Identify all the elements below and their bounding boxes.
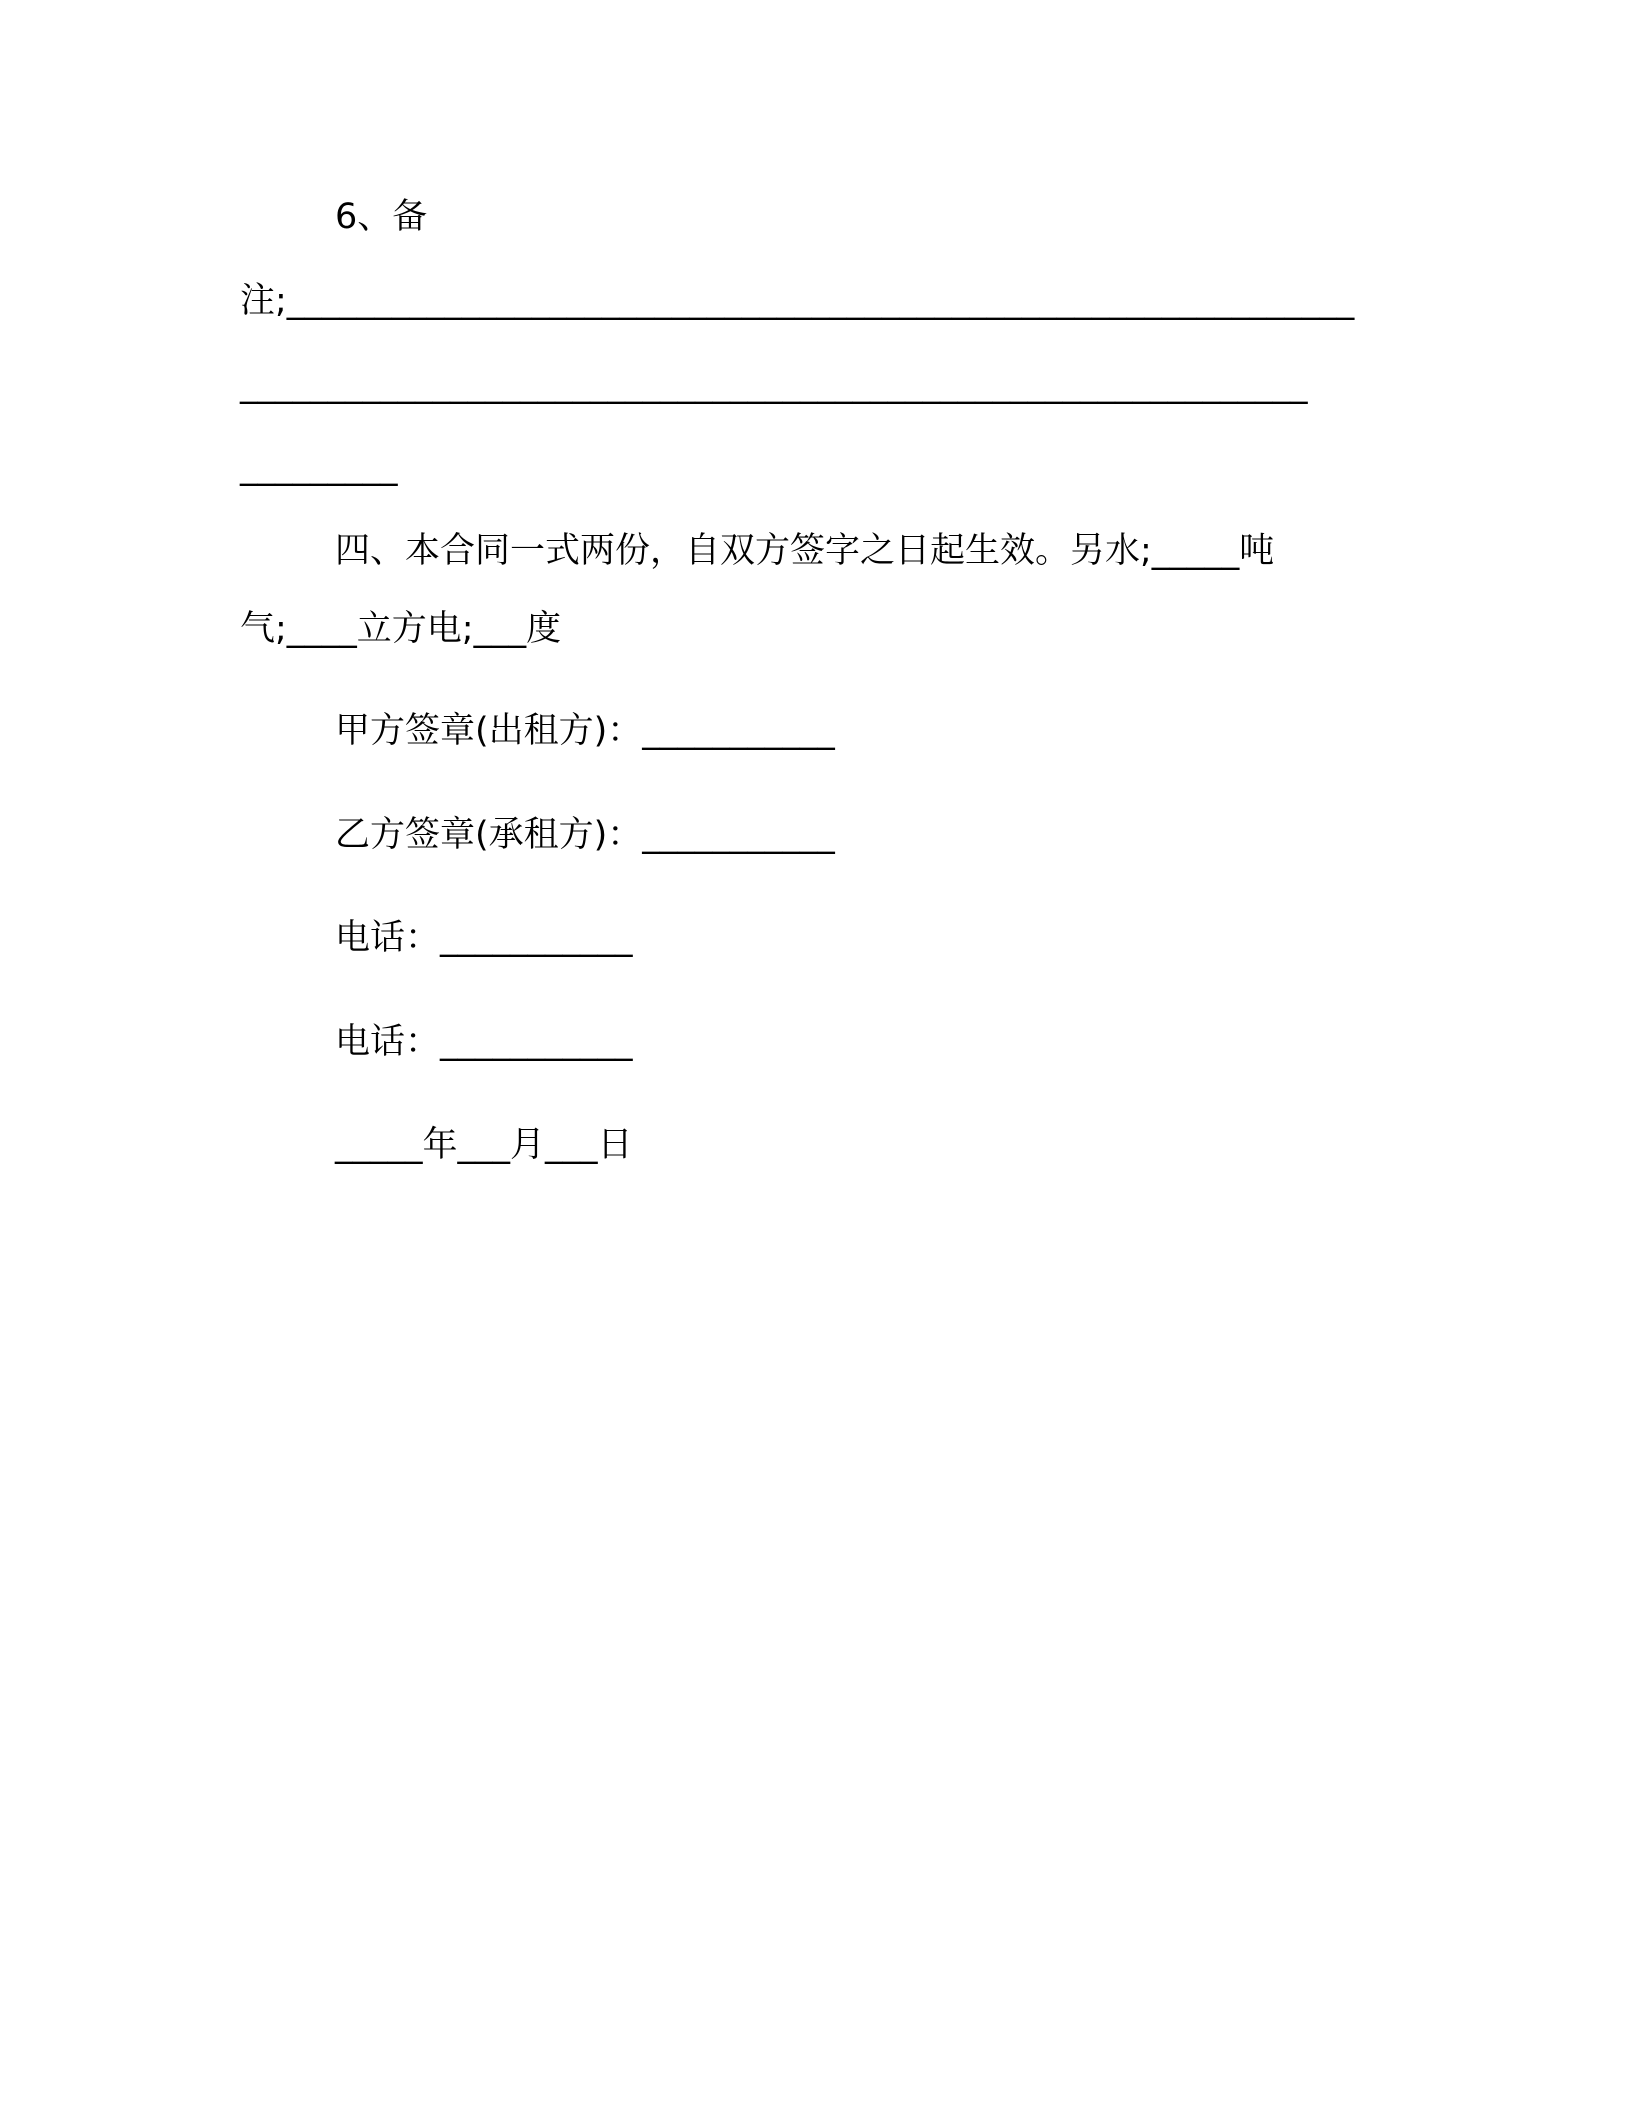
party-b-signature: 乙方签章(承租方)：___________ [335, 815, 835, 855]
remarks-number: 6、备 [335, 197, 428, 237]
clause-four-line-2: 气;____立方电;___度 [240, 609, 562, 649]
remarks-line-1: 注;_____________________________________________________________ [240, 281, 1355, 321]
remarks-line-3: _________ [240, 447, 398, 487]
remarks-line-2: _____________________________________________________________ [240, 365, 1308, 405]
phone-line-1: 电话：___________ [335, 918, 633, 958]
phone-line-2: 电话：___________ [335, 1022, 633, 1062]
party-a-signature: 甲方签章(出租方)：___________ [335, 711, 835, 751]
clause-four-line-1: 四、本合同一式两份，自双方签字之日起生效。另水;_____吨 [335, 531, 1275, 571]
date-line: _____年___月___日 [335, 1125, 633, 1165]
